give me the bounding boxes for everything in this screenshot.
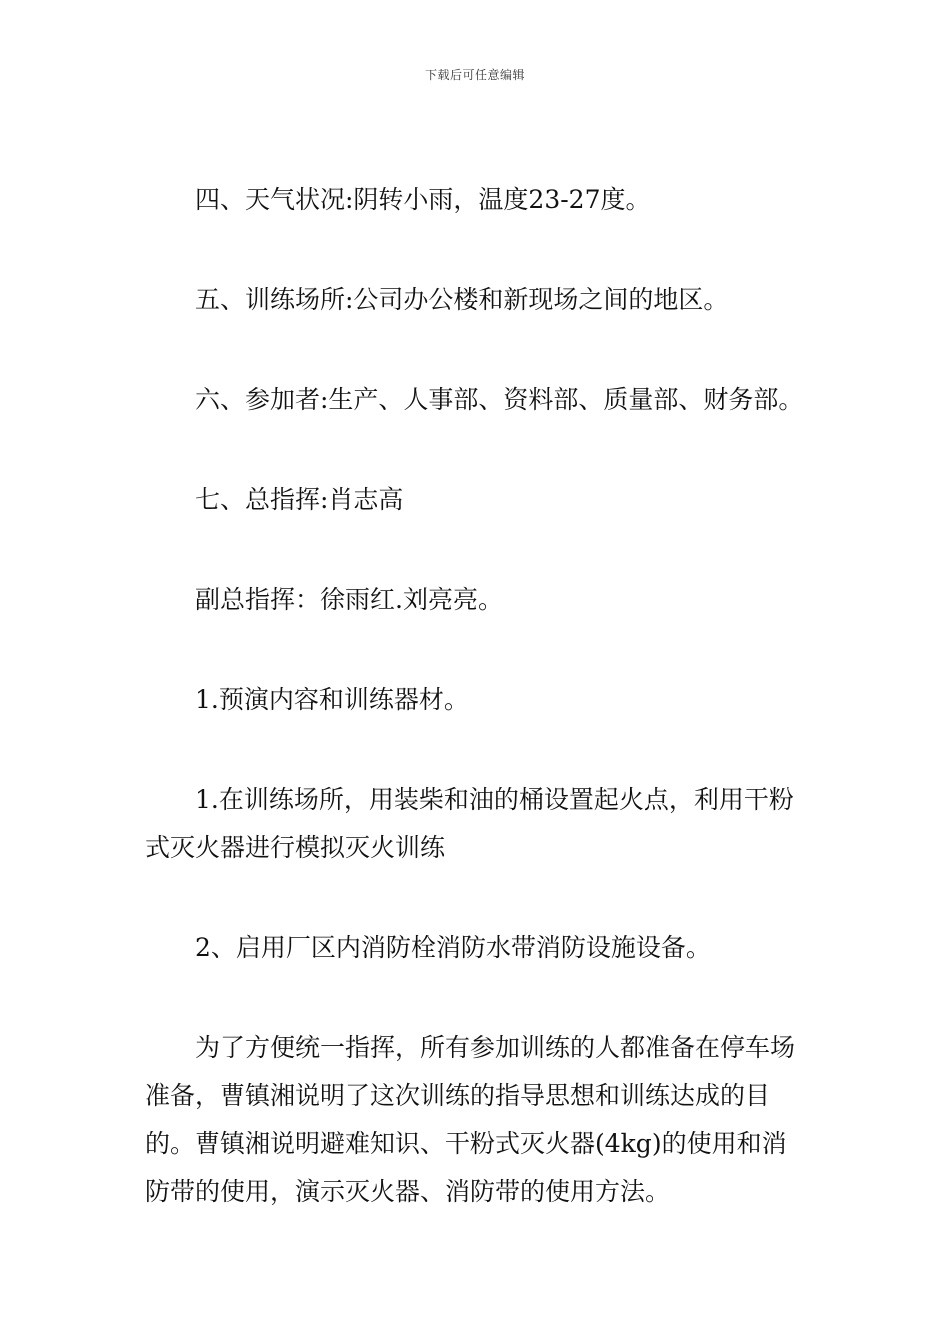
paragraph-participants: 六、参加者:生产、人事部、资料部、质量部、财务部。 bbox=[195, 385, 804, 414]
paragraph-fire-drill: 1.在训练场所，用装柴和油的桶设置起火点，利用干粉式灭火器进行模拟灭火训练 bbox=[145, 785, 794, 862]
paragraph-commander: 七、总指挥:肖志高 bbox=[195, 485, 404, 514]
paragraph-drill-content: 1.预演内容和训练器材。 bbox=[195, 685, 469, 714]
paragraph-explanation: 为了方便统一指挥，所有参加训练的人都准备在停车场准备，曹镇湘说明了这次训练的指导思想和训练达成的目的。曹镇湘说明避难知识、干粉式灭火器(4kg)的使用和消防带的使用，演示灭火器、消防带的使用方法。 bbox=[145, 1033, 796, 1206]
paragraph-hydrant: 2、启用厂区内消防栓消防水带消防设施设备。 bbox=[195, 933, 711, 962]
page-header: 下载后可任意编辑 bbox=[424, 68, 525, 82]
paragraph-location: 五、训练场所:公司办公楼和新现场之间的地区。 bbox=[195, 285, 729, 314]
document-body bbox=[145, 176, 810, 1268]
paragraph-weather: 四、天气状况:阴转小雨，温度23-27度。 bbox=[195, 185, 651, 214]
paragraph-deputy-commander: 副总指挥：徐雨红.刘亮亮。 bbox=[195, 585, 503, 614]
